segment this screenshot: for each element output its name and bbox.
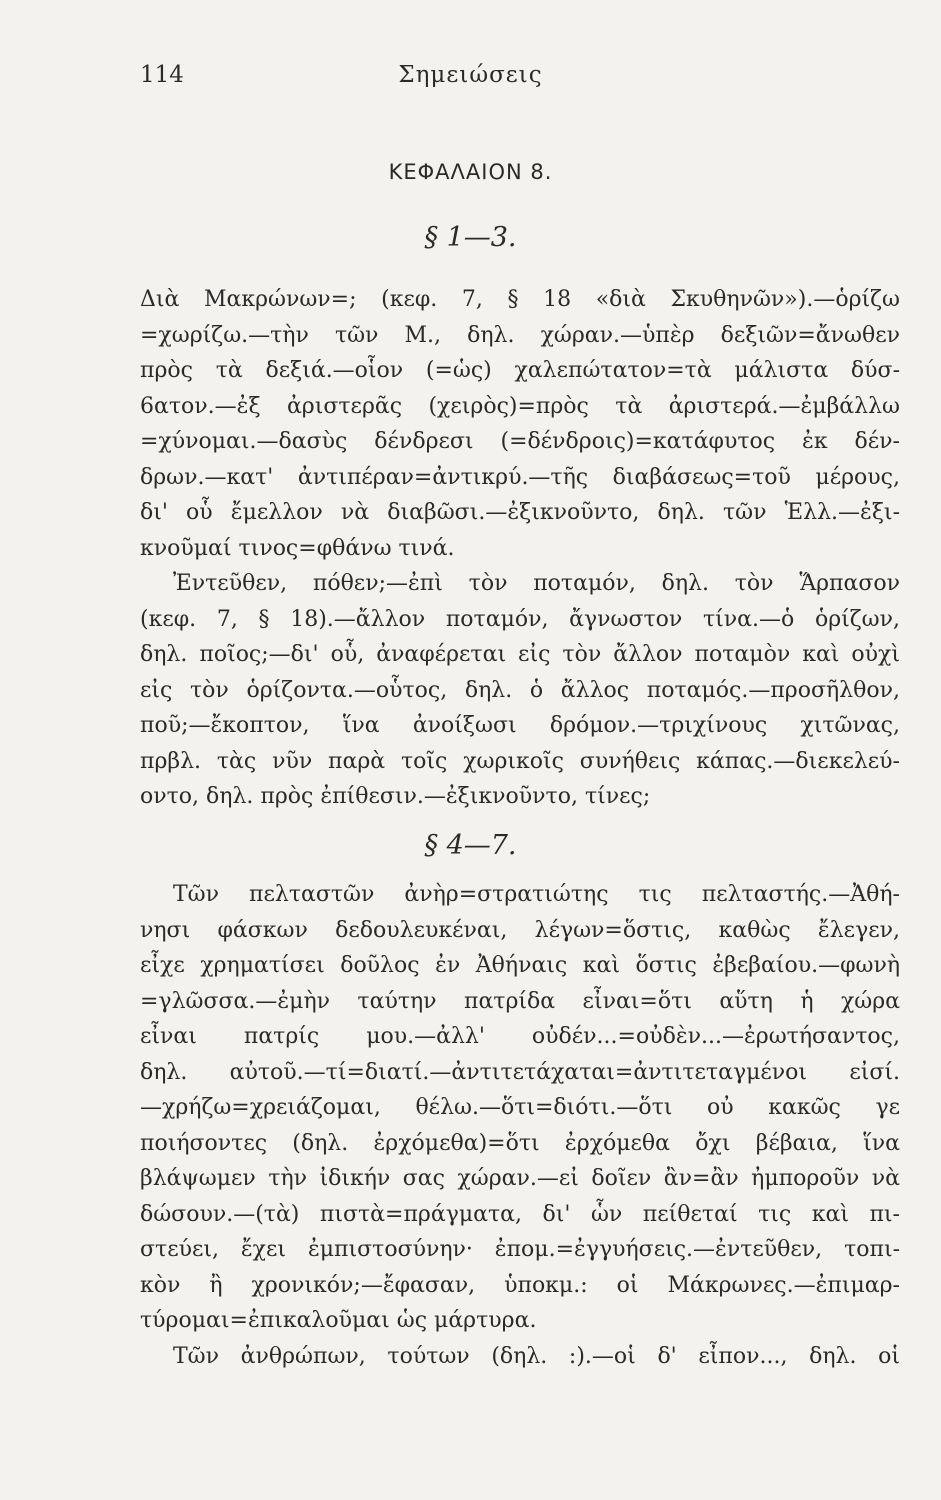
text-line: δρων.—κατ' ἀντιπέραν=ἀντικρύ.—τῆς διαβάσεως=τοῦ μέρους, <box>140 464 900 490</box>
text-line: Τῶν ἀνθρώπων, τούτων (δηλ. :).—οἱ δ' εἶπον..., δηλ. οἱ <box>173 1343 900 1369</box>
text-line: οντο, δηλ. πρὸς ἐπίθεσιν.—ἐξικνοῦντο, τίνες; <box>140 784 651 809</box>
text-line: =χωρίζω.—τὴν τῶν Μ., δηλ. χώραν.—ὑπὲρ δεξιῶν=ἄνωθεν <box>140 322 900 348</box>
text-line: πρὸς τὰ δεξιά.—οἷον (=ὡς) χαλεπώτατον=τὰ μάλιστα δύσ- <box>140 358 900 383</box>
text-line: Τῶν πελταστῶν ἀνὴρ=στρατιώτης τις πελταστής.—Ἀθή- <box>173 882 900 907</box>
text-line: =γλῶσσα.—ἐμὴν ταύτην πατρίδα εἶναι=ὅτι αὕτη ἡ χώρα <box>140 988 900 1014</box>
text-line: 6ατον.—ἐξ ἀριστερᾶς (χειρὸς)=πρὸς τὰ ἀριστερά.—ἐμβάλλω <box>140 393 900 419</box>
text-line: —χρήζω=χρειάζομαι, θέλω.—ὅτι=διότι.—ὅτι οὐ κακῶς γε <box>140 1095 900 1120</box>
section-text-block <box>140 877 900 1374</box>
text-line: πρβλ. τὰς νῦν παρὰ τοῖς χωρικοῖς συνήθεις κάπας.—διεκελεύ- <box>140 748 900 774</box>
running-head <box>0 62 941 102</box>
text-line: στεύει, ἔχει ἐμπιστοσύνην· ἐπομ.=ἐγγυήσεις.—ἐντεῦθεν, τοπι- <box>140 1237 900 1262</box>
section-text-block <box>140 282 900 815</box>
text-line: εἶναι πατρίς μου.—ἀλλ' οὐδέν...=οὐδὲν...—ἐρωτήσαντος, <box>140 1024 900 1049</box>
text-line: Διὰ Μακρώνων=; (κεφ. 7, § 18 «διὰ Σκυθηνῶν»).—ὁρίζω <box>140 287 900 312</box>
text-line: δώσουν.—(τὰ) πιστὰ=πράγματα, δι' ὧν πείθεταί τις καὶ πι- <box>140 1201 900 1227</box>
text-line: νησι φάσκων δεδουλευκέναι, λέγων=ὅστις, καθὼς ἔλεγεν, <box>140 917 900 943</box>
text-line: βλάψωμεν τὴν ἰδικήν σας χώραν.—εἰ δοῖεν ἂν=ἂν ἠμποροῦν νὰ <box>140 1166 900 1191</box>
text-line: ποιήσοντες (δηλ. ἐρχόμεθα)=ὅτι ἐρχόμεθα ὄχι βέβαια, ἵνα <box>140 1130 900 1156</box>
section-heading: § 1—3. <box>424 222 517 253</box>
text-line: δηλ. αὐτοῦ.—τί=διατί.—ἀντιτετάχαται=ἀντιτεταγμένοι εἰσί. <box>140 1059 900 1085</box>
text-line: δηλ. ποῖος;—δι' οὗ, ἀναφέρεται εἰς τὸν ἄλλον ποταμὸν καὶ οὐχὶ <box>140 642 900 667</box>
page-number: 114 <box>140 62 184 88</box>
text-line: εἰς τὸν ὁρίζοντα.—οὗτος, δηλ. ὁ ἄλλος ποταμός.—προσῆλθον, <box>140 677 900 703</box>
chapter-title: ΚΕΦΑΛΑΙΟΝ 8. <box>388 160 553 184</box>
text-line: δι' οὗ ἔμελλον νὰ διαβῶσι.—ἐξικνοῦντο, δηλ. τῶν Ἑλλ.—ἐξι- <box>140 500 900 525</box>
text-line: Ἐντεῦθεν, πόθεν;—ἐπὶ τὸν ποταμόν, δηλ. τὸν Ἅρπασον <box>173 571 900 596</box>
text-line: κνοῦμαί τινος=φθάνω τινά. <box>140 535 455 561</box>
text-line: κὸν ἢ χρονικόν;—ἔφασαν, ὑποκμ.: οἱ Μάκρωνες.—ἐπιμαρ- <box>140 1272 900 1298</box>
text-line: εἶχε χρηματίσει δοῦλος ἐν Ἀθήναις καὶ ὅστις ἐβεβαίου.—φωνὴ <box>140 953 900 978</box>
text-line: =χύνομαι.—δασὺς δένδρεσι (=δένδροις)=κατάφυτος ἐκ δέν- <box>140 429 900 454</box>
running-title: Σημειώσεις <box>398 62 543 88</box>
text-line: τύρομαι=ἐπικαλοῦμαι ὡς μάρτυρα. <box>140 1308 537 1333</box>
text-line: (κεφ. 7, § 18).—ἄλλον ποταμόν, ἄγνωστον τίνα.—ὁ ὁρίζων, <box>140 606 900 632</box>
text-line: ποῦ;—ἔκοπτον, ἵνα ἀνοίξωσι δρόμον.—τριχίνους χιτῶνας, <box>140 713 900 738</box>
section-heading: § 4—7. <box>424 830 517 861</box>
